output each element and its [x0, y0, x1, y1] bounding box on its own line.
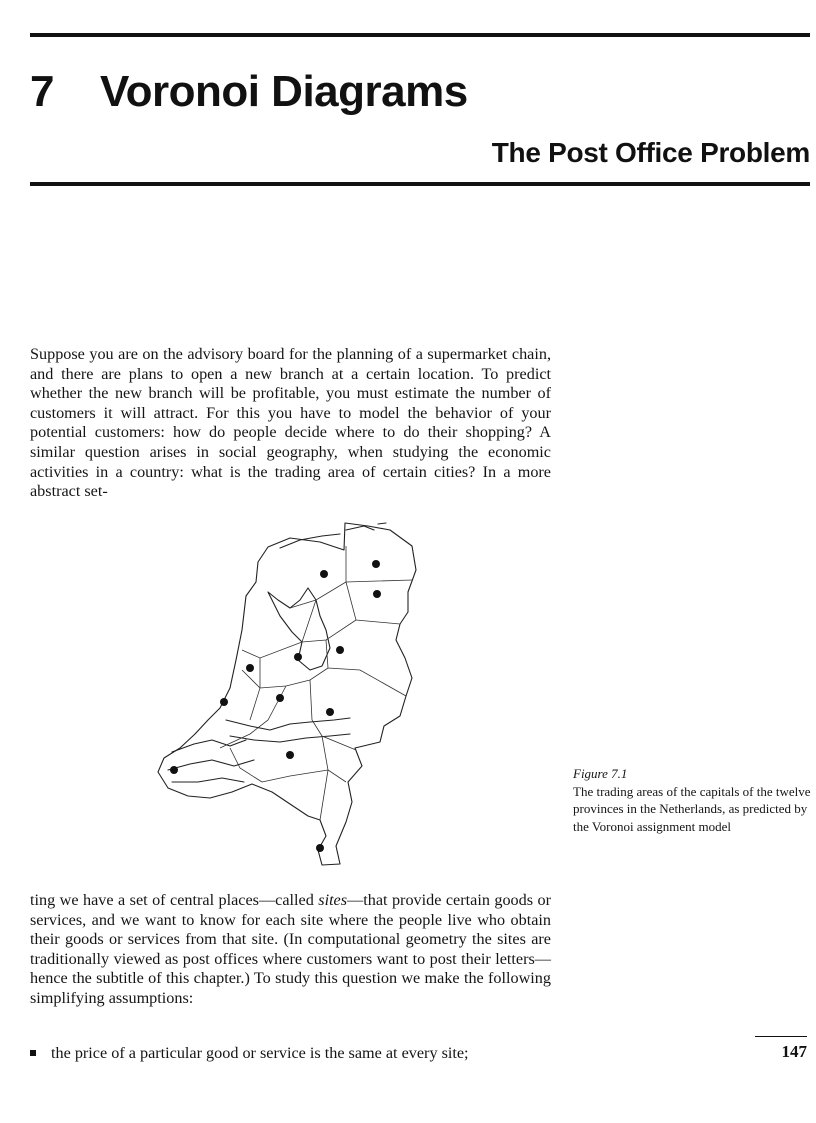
- chapter-number: 7: [30, 67, 54, 116]
- site-leeuwarden: [320, 570, 328, 578]
- assumption-list: [30, 1043, 630, 1063]
- page-number: 147: [781, 1042, 807, 1061]
- body-paragraph-1: Suppose you are on the advisory board for the planning of a supermarket chain, and there are plans to open a new branch at a certain location. To predict whether the new branch will be profitable, you must estimate the number of customers it will attract. For this you have to model the behavior of your potential customers: how do people decide where to do their shopping? A similar question arises in social geography, when studying the economic activities in a country: what is the trading area of certain cities? In a more abstract set-: [30, 345, 551, 501]
- map-outline: [158, 523, 416, 865]
- paragraph-2-before: ting we have a set of central places—called: [30, 891, 319, 909]
- site-haarlem: [246, 664, 254, 672]
- site-zwolle: [336, 646, 344, 654]
- chapter-title: [30, 66, 468, 118]
- site-arnhem: [326, 708, 334, 716]
- paragraph-2-after: —that provide certain goods or services, and we want to know for each site where the people live who obtain their goods or services from that site. (In computational geometry the sites are traditionally viewed as post offices where customers want to post their letters—hence the subtitle of this chapter.) To study this question we make the following simplifying assumptions:: [30, 891, 551, 1007]
- assumption-item: the price of a particular good or service is the same at every site;: [30, 1043, 630, 1063]
- site-assen: [373, 590, 381, 598]
- figure-caption: [573, 765, 813, 835]
- page-number-rule: [755, 1036, 807, 1037]
- netherlands-voronoi-map: [150, 520, 430, 870]
- term-sites: sites: [318, 891, 348, 909]
- site-middelburg: [170, 766, 178, 774]
- site-utrecht: [276, 694, 284, 702]
- site-den-haag: [220, 698, 228, 706]
- figure-caption-text: The trading areas of the capitals of the twelve provinces in the Netherlands, as predicted by the Voronoi assignment model: [573, 783, 811, 834]
- section-title: The Post Office Problem: [491, 137, 810, 168]
- zeeland-estuaries: [168, 740, 254, 782]
- body-paragraph-2: [30, 891, 551, 1009]
- header-top-rule: [30, 33, 810, 37]
- site-lelystad: [294, 653, 302, 661]
- header-bottom-rule: [30, 182, 810, 186]
- site-groningen: [372, 560, 380, 568]
- site-den-bosch: [286, 751, 294, 759]
- site-maastricht: [316, 844, 324, 852]
- major-rivers: [226, 718, 350, 742]
- voronoi-edges: [220, 546, 412, 820]
- figure-label: Figure 7.1: [573, 766, 628, 781]
- chapter-title-text: Voronoi Diagrams: [100, 67, 468, 116]
